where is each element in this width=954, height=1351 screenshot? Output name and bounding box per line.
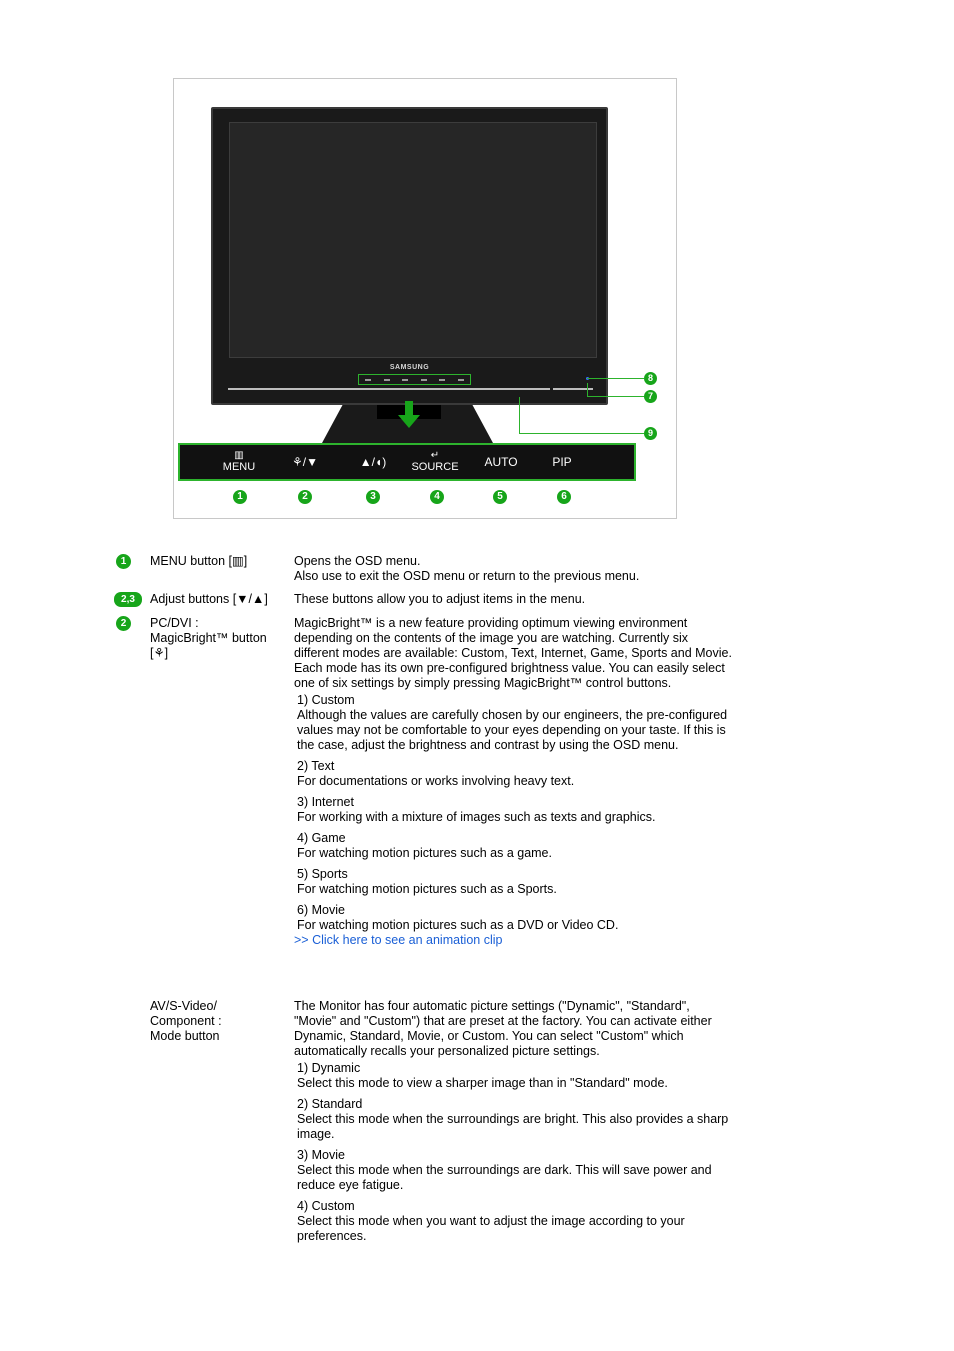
number-4: 4 — [430, 490, 444, 504]
mode-item: 4) Game For watching motion pictures such as a game. — [297, 831, 552, 860]
menu-icon: ▥ — [234, 450, 244, 461]
mode-item: 1) Custom Although the values are carefully chosen by our engineers, the pre-configured values may not be comfortable to your eyes depending on your taste. If this is the case, adjust the brightness and contrast by using the OSD menu. — [297, 693, 728, 752]
row-description: These buttons allow you to adjust items in the menu. — [294, 592, 586, 606]
animation-clip-link[interactable]: >> Click here to see an animation clip — [294, 933, 503, 947]
brand-logo: SAMSUNG — [389, 364, 430, 371]
row-label: MENU button [▥] — [150, 554, 248, 568]
mode-list — [297, 693, 734, 933]
row-description — [294, 616, 734, 948]
callout-9: 9 — [644, 427, 657, 440]
mode-item: 3) Internet For working with a mixture of images such as texts and graphics. — [297, 795, 656, 824]
row-badge: 2 — [116, 616, 131, 631]
source-button[interactable]: ↵ SOURCE — [411, 450, 459, 473]
bezel-line — [228, 388, 550, 390]
down-arrow-icon — [398, 401, 420, 429]
number-3: 3 — [366, 490, 380, 504]
callout-line-9 — [519, 433, 644, 434]
number-6: 6 — [557, 490, 571, 504]
intro-text: MagicBright™ is a new feature providing optimum viewing environment depending on the contents of the image you are watching. Currently six different modes are available: Custom, Text, Internet, Game, Sports and Movie. Each mode has its own pre-configured brightness value. You can easily select one of six settings by simply pressing MagicBright™ control buttons. — [294, 616, 732, 690]
menu-button[interactable]: ▥ MENU — [222, 450, 256, 473]
callout-line-7-v — [587, 383, 588, 397]
button-bar — [178, 443, 636, 481]
row-description — [294, 999, 734, 1244]
monitor-figure — [173, 78, 677, 519]
row-label: Adjust buttons [▼/▲] — [150, 592, 268, 606]
magicbright-down-button[interactable]: ⚘/▼ — [292, 455, 318, 469]
row-label: PC/DVI : MagicBright™ button [⚘] — [150, 616, 267, 660]
pip-button[interactable]: PIP — [552, 455, 572, 469]
mode-item: 6) Movie For watching motion pictures such as a DVD or Video CD. — [297, 903, 619, 932]
callout-8: 8 — [644, 372, 657, 385]
row-label: AV/S-Video/ Component : Mode button — [150, 999, 222, 1043]
front-button-strip — [358, 374, 471, 385]
mode-item: 2) Text For documentations or works involving heavy text. — [297, 759, 575, 788]
mode-item: 3) Movie Select this mode when the surroundings are dark. This will save power and reduce eye fatigue. — [297, 1148, 712, 1192]
number-5: 5 — [493, 490, 507, 504]
mode-item: 2) Standard Select this mode when the surroundings are bright. This also provides a sharp image. — [297, 1097, 729, 1141]
callout-line-7 — [587, 396, 644, 397]
monitor-body — [211, 107, 608, 405]
up-volume-button[interactable]: ▲/◖) — [359, 455, 387, 469]
monitor-screen — [229, 122, 597, 358]
row-badge: 1 — [116, 554, 131, 569]
row-badge: 2,3 — [114, 592, 142, 607]
number-1: 1 — [233, 490, 247, 504]
callout-line-8 — [587, 378, 644, 379]
mode-item: 5) Sports For watching motion pictures such as a Sports. — [297, 867, 557, 896]
mode-item: 4) Custom Select this mode when you want to adjust the image according to your preferences. — [297, 1199, 685, 1243]
callout-line-9-v — [519, 397, 520, 434]
row-description: Opens the OSD menu. Also use to exit the OSD menu or return to the previous menu. — [294, 554, 640, 583]
number-2: 2 — [298, 490, 312, 504]
auto-button[interactable]: AUTO — [484, 455, 518, 469]
callout-7: 7 — [644, 390, 657, 403]
intro-text: The Monitor has four automatic picture settings ("Dynamic", "Standard", "Movie" and "Custom") that are preset at the factory. You can activate either Dynamic, Standard, Movie, or Custom. You can select "Custom" which automatically recalls your personalized picture settings. — [294, 999, 712, 1058]
mode-list — [297, 1061, 734, 1244]
enter-icon: ↵ — [430, 450, 440, 461]
mode-item: 1) Dynamic Select this mode to view a sharper image than in "Standard" mode. — [297, 1061, 668, 1090]
